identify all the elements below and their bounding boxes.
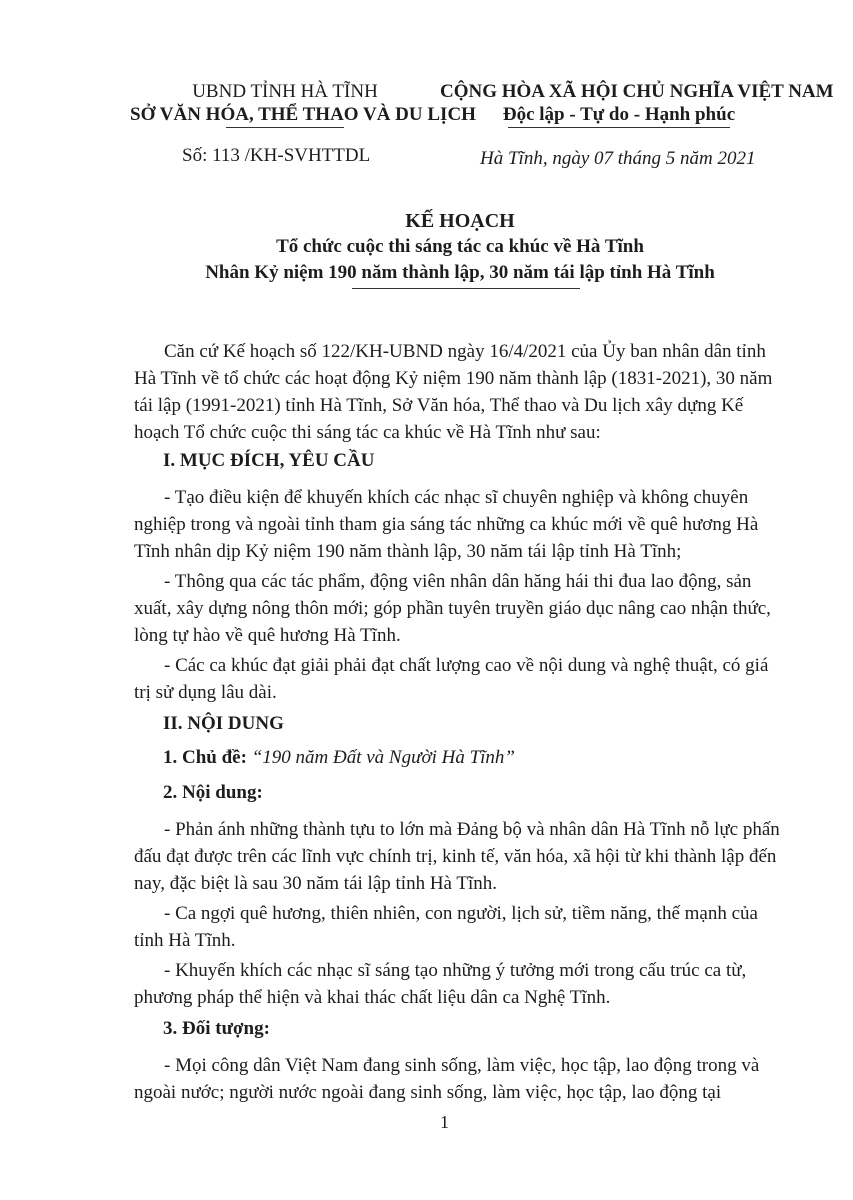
purpose-item-1: - Tạo điều kiện để khuyến khích các nhạc sĩ chuyên nghiệp và không chuyên nghiệp trong và ngoài tỉnh tham gia sáng tác những ca khúc mới về quê hương Hà Tĩnh nhân dịp Kỷ niệm 190 năm thành lập, 30 năm tái lập tỉnh Hà Tĩnh; [134, 487, 759, 562]
title-underline [352, 288, 580, 289]
issuer-block [130, 80, 476, 128]
intro-paragraph: Căn cứ Kế hoạch số 122/KH-UBND ngày 16/4/2021 của Ủy ban nhân dân tỉnh Hà Tĩnh về tổ chức các hoạt động Kỷ niệm 190 năm thành lập (1831-2021), 30 năm tái lập (1991-2021) tỉnh Hà Tĩnh, Sở Văn hóa, Thể thao và Du lịch xây dựng Kế hoạch Tổ chức cuộc thi sáng tác ca khúc về Hà Tĩnh như sau: [134, 341, 773, 443]
content-item-1: - Phản ánh những thành tựu to lớn mà Đảng bộ và nhân dân Hà Tĩnh nỗ lực phấn đấu đạt được trên các lĩnh vực chính trị, kinh tế, văn hóa, xã hội từ khi thành lập đến nay, đặc biệt là sau 30 năm tái lập tỉnh Hà Tĩnh. [134, 819, 780, 894]
issuer-underline [226, 127, 344, 128]
motto-underline [508, 127, 730, 128]
title-line-3: Nhân Kỷ niệm 190 năm thành lập, 30 năm tái lập tỉnh Hà Tĩnh [205, 262, 715, 283]
purpose-item-3: - Các ca khúc đạt giải phải đạt chất lượng cao về nội dung và nghệ thuật, có giá trị sử dụng lâu dài. [134, 655, 769, 703]
country-name: CỘNG HÒA XÃ HỘI CHỦ NGHĨA VIỆT NAM [440, 81, 834, 102]
topic-line [163, 747, 515, 769]
document-title [110, 208, 810, 289]
target-heading: 3. Đối tượng: [163, 1018, 270, 1039]
issuer-province: UBND TỈNH HÀ TĨNH [192, 81, 378, 102]
title-line-1: KẾ HOẠCH [405, 210, 515, 232]
issuer-department: SỞ VĂN HÓA, THỂ THAO VÀ DU LỊCH [130, 104, 476, 125]
page-number: 1 [440, 1112, 449, 1132]
section-1-heading: I. MỤC ĐÍCH, YÊU CẦU [163, 450, 375, 471]
document-number: Số: 113 /KH-SVHTTDL [182, 145, 371, 166]
document-date: Hà Tĩnh, ngày 07 tháng 5 năm 2021 [480, 148, 756, 169]
title-line-2: Tổ chức cuộc thi sáng tác ca khúc về Hà Tĩnh [276, 236, 644, 257]
content-item-2: - Ca ngợi quê hương, thiên nhiên, con người, lịch sử, tiềm năng, thế mạnh của tỉnh Hà Tĩnh. [134, 903, 758, 951]
topic-label: 1. Chủ đề: [163, 747, 252, 768]
purpose-item-2: - Thông qua các tác phẩm, động viên nhân dân hăng hái thi đua lao động, sản xuất, xây dựng nông thôn mới; góp phần tuyên truyền giáo dục nâng cao nhận thức, lòng tự hào về quê hương Hà Tĩnh. [134, 571, 771, 646]
target-item-1: - Mọi công dân Việt Nam đang sinh sống, làm việc, học tập, lao động trong và ngoài nước; người nước ngoài đang sinh sống, làm việc, học tập, lao động tại [134, 1055, 760, 1103]
content-heading: 2. Nội dung: [163, 782, 263, 803]
content-item-3: - Khuyến khích các nhạc sĩ sáng tạo những ý tưởng mới trong cấu trúc ca từ, phương pháp thể hiện và khai thác chất liệu dân ca Nghệ Tĩnh. [134, 960, 747, 1008]
topic-value: “190 năm Đất và Người Hà Tĩnh” [251, 747, 515, 768]
section-2-heading: II. NỘI DUNG [163, 713, 284, 734]
national-motto-block [440, 80, 834, 128]
motto: Độc lập - Tự do - Hạnh phúc [502, 104, 736, 125]
